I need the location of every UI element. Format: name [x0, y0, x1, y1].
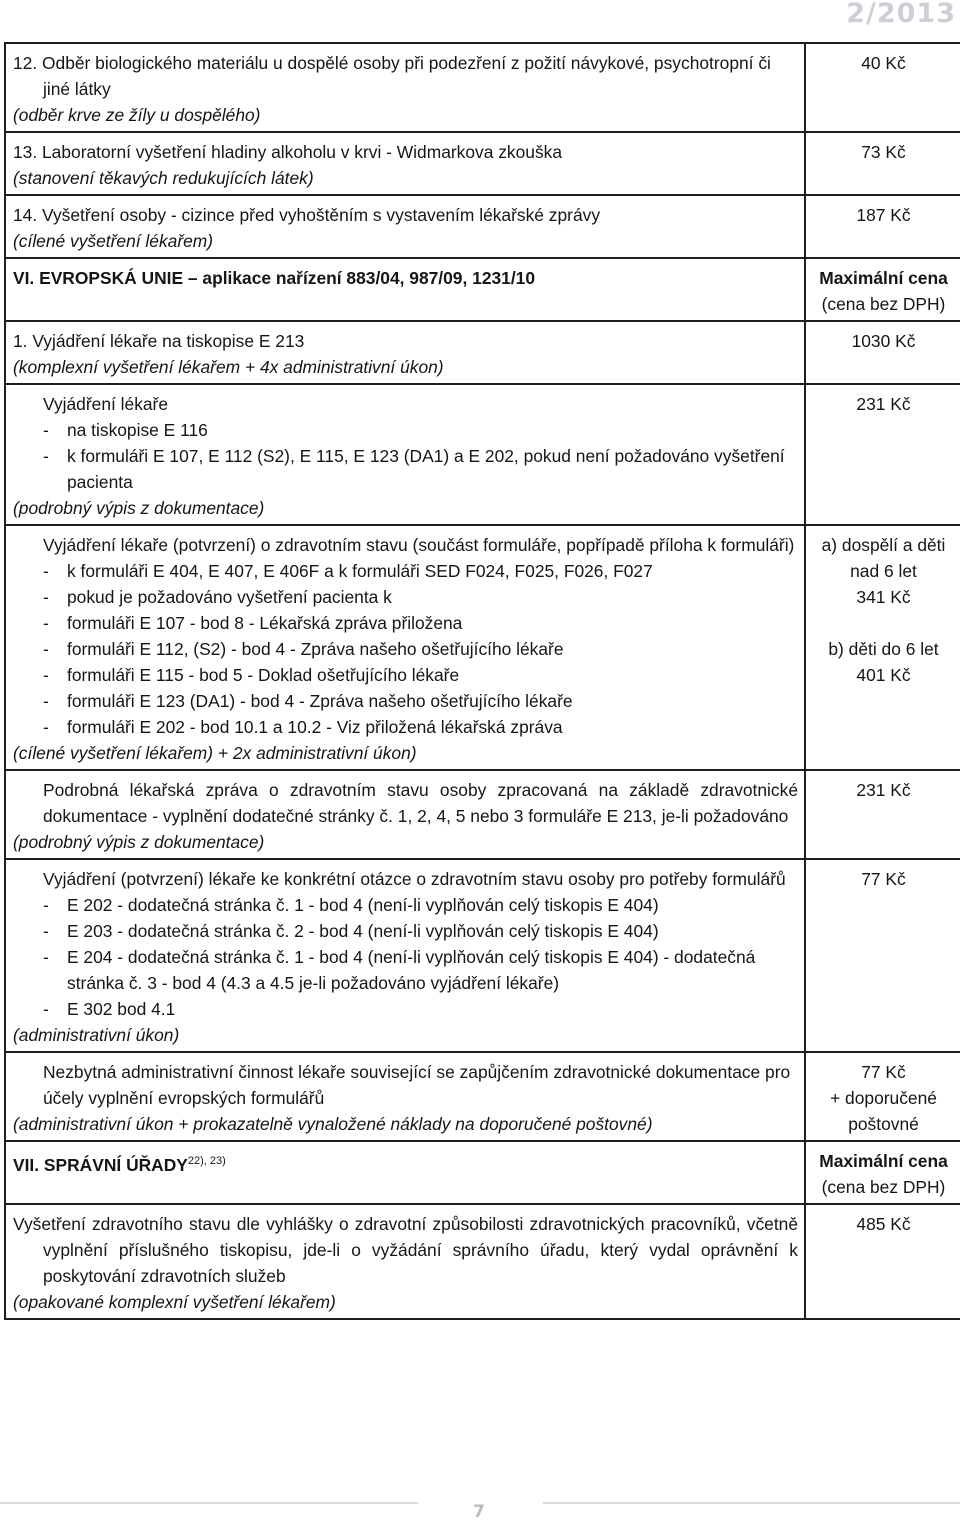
service-cell	[5, 525, 805, 770]
service-note: (opakované komplexní vyšetření lékařem)	[13, 1292, 336, 1312]
service-title: 1. Vyjádření lékaře na tiskopise E 213	[13, 331, 305, 351]
price: 341 Kč	[856, 587, 911, 607]
section-title: VI. EVROPSKÁ UNIE – aplikace nařízení 883/04, 987/09, 1231/10	[5, 258, 805, 321]
service-note: (stanovení těkavých redukujících látek)	[13, 168, 314, 188]
service-cell	[5, 321, 805, 384]
service-note: (podrobný výpis z dokumentace)	[13, 498, 265, 518]
service-title: 14. Vyšetření osoby - cizince před vyhoštěním s vystavením lékařské zprávy	[13, 205, 601, 225]
item-text: Vyjádření (potvrzení) lékaře ke konkrétní otázce o zdravotním stavu osoby pro potřeby formulářů	[43, 869, 786, 889]
price-subheader: (cena bez DPH)	[821, 1177, 946, 1197]
item-text: Nezbytná administrativní činnost lékaře související se zapůjčením zdravotnické dokumentace pro účely vyplnění evropských formulářů	[43, 1062, 791, 1108]
price-cell	[805, 132, 960, 195]
price-cell	[805, 1052, 960, 1141]
page-number: 7	[473, 1502, 485, 1522]
table-row	[5, 321, 960, 384]
list-item: - na tiskopise E 116	[43, 420, 208, 440]
list-item: - formuláři E 107 - bod 8 - Lékařská zpráva přiložena	[43, 613, 463, 633]
service-note: (cílené vyšetření lékařem) + 2x administrativní úkon)	[13, 743, 417, 763]
price: 77 Kč	[861, 869, 906, 889]
service-title: Vyšetření zdravotního stavu dle vyhlášky o zdravotní způsobilosti zdravotnických pracovníků, včetně vyplnění příslušného tiskopisu, jde-li o vyžádání správního úřadu, který vydal oprávnění k poskytování zdravotních služeb	[13, 1214, 798, 1286]
service-cell	[5, 770, 805, 859]
price-cell	[805, 1204, 960, 1319]
table-row	[5, 1204, 960, 1319]
list-item-text: pokud je požadováno vyšetření pacienta k	[67, 587, 392, 607]
service-title	[13, 391, 798, 417]
footer-divider	[0, 1502, 418, 1504]
table-row	[5, 1052, 960, 1141]
price: 231 Kč	[856, 780, 911, 800]
list-item-text: formuláři E 107 - bod 8 - Lékařská zpráva přiložena	[67, 613, 463, 633]
list-item: - E 302 bod 4.1	[43, 999, 176, 1019]
price-header: Maximální cena	[819, 1151, 948, 1171]
price: 77 Kč	[861, 1062, 906, 1082]
list-item: - k formuláři E 107, E 112 (S2), E 115, E 123 (DA1) a E 202, pokud není požadováno vyšetření pacienta	[43, 446, 785, 492]
service-note: (cílené vyšetření lékařem)	[13, 231, 214, 251]
issue-number: 2/2013	[846, 0, 956, 29]
section-header-row	[5, 258, 960, 321]
price-cell	[805, 859, 960, 1052]
table-row	[5, 384, 960, 525]
service-note: (odběr krve ze žíly u dospělého)	[13, 105, 261, 125]
price: 187 Kč	[856, 205, 911, 225]
list-item: - formuláři E 123 (DA1) - bod 4 - Zpráva našeho ošetřujícího lékaře	[43, 691, 573, 711]
table-row	[5, 43, 960, 132]
service-cell	[5, 43, 805, 132]
price: 40 Kč	[861, 53, 906, 73]
list-item: - E 202 - dodatečná stránka č. 1 - bod 4 (není-li vyplňován celý tiskopis E 404)	[43, 895, 659, 915]
item-number	[13, 391, 43, 417]
price-cell	[805, 43, 960, 132]
price: 485 Kč	[856, 1214, 911, 1234]
item-text: Vyjádření lékaře (potvrzení) o zdravotním stavu (součást formuláře, popřípadě příloha k formuláři)	[43, 535, 795, 555]
price-label: a) dospělí a děti	[821, 535, 946, 555]
price-list-table	[4, 42, 960, 1320]
list-item-text: formuláři E 202 - bod 10.1 a 10.2 - Viz přiložená lékařská zpráva	[67, 717, 563, 737]
list-item-text: k formuláři E 107, E 112 (S2), E 115, E 123 (DA1) a E 202, pokud není požadováno vyšetření pacienta	[67, 446, 785, 492]
list-item-text: E 203 - dodatečná stránka č. 2 - bod 4 (není-li vyplňován celý tiskopis E 404)	[67, 921, 659, 941]
list-item-text: E 204 - dodatečná stránka č. 1 - bod 4 (není-li vyplňován celý tiskopis E 404) - dodatečná stránka č. 3 - bod 4 (4.3 a 4.5 je-li požadováno vyjádření lékaře)	[67, 947, 756, 993]
item-text: Vyjádření lékaře	[43, 394, 169, 414]
price: 1030 Kč	[851, 331, 916, 351]
section-title-text: VII. SPRÁVNÍ ÚŘADY	[13, 1154, 188, 1175]
price-cell	[805, 195, 960, 258]
price: 231 Kč	[856, 394, 911, 414]
service-cell	[5, 859, 805, 1052]
price-cell	[805, 384, 960, 525]
section-header-row	[5, 1141, 960, 1204]
service-cell	[5, 132, 805, 195]
list-item: - formuláři E 112, (S2) - bod 4 - Zpráva našeho ošetřujícího lékaře	[43, 639, 564, 659]
price: 401 Kč	[856, 665, 911, 685]
item-number	[13, 1059, 43, 1085]
service-note: (administrativní úkon + prokazatelně vynaložené náklady na doporučené poštovné)	[13, 1114, 653, 1134]
list-item-text: formuláři E 123 (DA1) - bod 4 - Zpráva našeho ošetřujícího lékaře	[67, 691, 573, 711]
footer-divider	[543, 1502, 960, 1504]
price-cell	[805, 525, 960, 770]
price-extra: poštovné	[848, 1114, 919, 1134]
service-title: 12. Odběr biologického materiálu u dospělé osoby při podezření z požití návykové, psychotropní či jiné látky	[13, 53, 771, 99]
price-label: nad 6 let	[850, 561, 917, 581]
table-row	[5, 859, 960, 1052]
price-column-header	[805, 258, 960, 321]
service-title	[13, 532, 798, 558]
table-row	[5, 195, 960, 258]
section-title	[5, 1141, 805, 1204]
list-item: - E 203 - dodatečná stránka č. 2 - bod 4 (není-li vyplňován celý tiskopis E 404)	[43, 921, 659, 941]
item-text: Podrobná lékařská zpráva o zdravotním stavu osoby zpracovaná na základě zdravotnické dokumentace - vyplnění dodatečné stránky č. 1, 2, 4, 5 nebo 3 formuláře E 213, je-li požadováno	[43, 780, 798, 826]
price-cell	[805, 770, 960, 859]
service-note: (podrobný výpis z dokumentace)	[13, 832, 265, 852]
price: 73 Kč	[861, 142, 906, 162]
price-subheader: (cena bez DPH)	[821, 294, 946, 314]
footnote-ref: 22), 23)	[187, 1155, 226, 1167]
service-title	[13, 866, 798, 892]
list-item-text: E 202 - dodatečná stránka č. 1 - bod 4 (není-li vyplňován celý tiskopis E 404)	[67, 895, 659, 915]
price-header: Maximální cena	[819, 268, 948, 288]
list-item: - pokud je požadováno vyšetření pacienta k	[43, 587, 392, 607]
service-note: (administrativní úkon)	[13, 1025, 180, 1045]
service-cell	[5, 195, 805, 258]
price-label: b) děti do 6 let	[828, 639, 939, 659]
table-row	[5, 132, 960, 195]
list-item-text: formuláři E 115 - bod 5 - Doklad ošetřujícího lékaře	[67, 665, 460, 685]
service-title: 13. Laboratorní vyšetření hladiny alkoholu v krvi - Widmarkova zkouška	[13, 142, 563, 162]
service-title	[13, 777, 798, 829]
item-number	[13, 866, 43, 892]
list-item-text: na tiskopise E 116	[67, 420, 208, 440]
price-extra: + doporučené	[830, 1088, 937, 1108]
table-row	[5, 525, 960, 770]
price-column-header	[805, 1141, 960, 1204]
item-number	[13, 532, 43, 558]
list-item: - E 204 - dodatečná stránka č. 1 - bod 4 (není-li vyplňován celý tiskopis E 404) - dodatečná stránka č. 3 - bod 4 (4.3 a 4.5 je-li požadováno vyjádření lékaře)	[43, 947, 756, 993]
list-item-text: k formuláři E 404, E 407, E 406F a k formuláři SED F024, F025, F026, F027	[67, 561, 653, 581]
table-row	[5, 770, 960, 859]
service-title	[13, 1059, 798, 1111]
list-item-text: formuláři E 112, (S2) - bod 4 - Zpráva našeho ošetřujícího lékaře	[67, 639, 564, 659]
item-number	[13, 777, 43, 803]
list-item-text: E 302 bod 4.1	[67, 999, 176, 1019]
service-cell	[5, 1204, 805, 1319]
list-item: - formuláři E 202 - bod 10.1 a 10.2 - Viz přiložená lékařská zpráva	[43, 717, 563, 737]
service-cell	[5, 384, 805, 525]
price-cell	[805, 321, 960, 384]
service-note: (komplexní vyšetření lékařem + 4x administrativní úkon)	[13, 357, 444, 377]
list-item: - k formuláři E 404, E 407, E 406F a k formuláři SED F024, F025, F026, F027	[43, 561, 653, 581]
list-item: - formuláři E 115 - bod 5 - Doklad ošetřujícího lékaře	[43, 665, 460, 685]
service-cell	[5, 1052, 805, 1141]
